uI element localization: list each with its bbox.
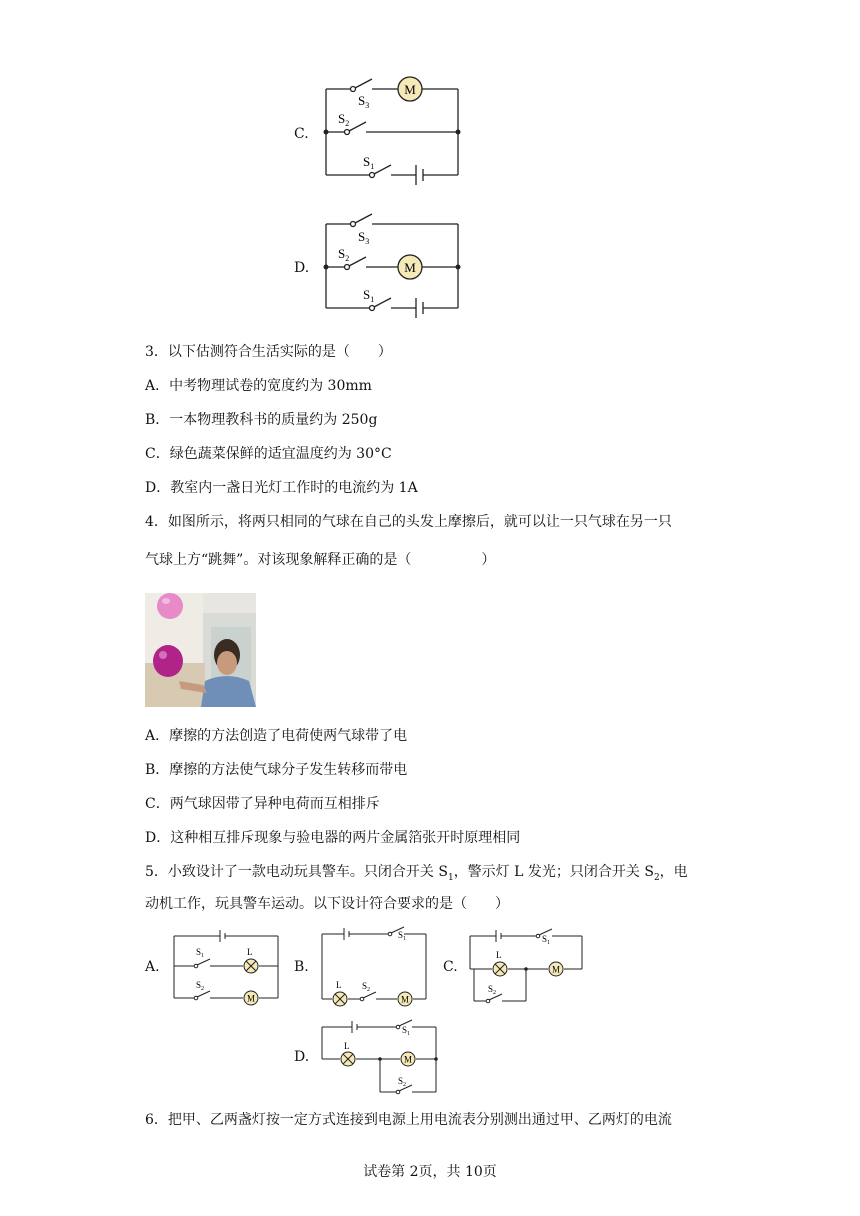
question-3-option-c: C．绿色蔬菜保鲜的适宜温度约为 30°C (145, 446, 392, 462)
svg-text:M: M (551, 964, 561, 975)
svg-text:S2: $S_2$ (362, 981, 371, 993)
question-4-option-d: D．这种相互排斥现象与验电器的两片金属箔张开时原理相同 (145, 830, 521, 846)
svg-text:S1: $S_1$ (542, 934, 551, 946)
question-3-option-b: B．一本物理教科书的质量约为 250g (145, 412, 378, 428)
motor-icon (398, 77, 422, 101)
svg-text:M: M (403, 1054, 413, 1065)
balloon-photo (145, 593, 256, 707)
q5-option-b-label: B. (294, 959, 309, 975)
motor-icon (401, 1052, 415, 1066)
svg-text:S2: $S_2$ (338, 111, 350, 128)
motor-icon (398, 255, 422, 279)
q5-option-d-label: D. (294, 1049, 310, 1065)
svg-text:S3: $S_3$ (358, 229, 370, 246)
q5-circuit-b (318, 925, 430, 1005)
svg-text:L: L (247, 947, 253, 957)
question-4-option-b: B．摩擦的方法使气球分子发生转移而带电 (145, 762, 408, 778)
question-5-stem-line2: 动机工作，玩具警车运动。以下设计符合要求的是（ ） (145, 896, 509, 912)
svg-text:S1: $S_1$ (363, 154, 375, 171)
svg-text:S1: $S_1$ (363, 287, 375, 304)
circuit-diagram-c (320, 74, 465, 189)
page-footer: 试卷第 2页，共 10页 (363, 1164, 497, 1180)
svg-text:L: L (496, 950, 502, 960)
svg-text:L: L (344, 1041, 350, 1051)
question-3-option-d: D．教室内一盏日光灯工作时的电流约为 1A (145, 480, 418, 496)
question-3-stem: 3．以下估测符合生活实际的是（ ） (145, 344, 392, 360)
question-4-stem-line2: 气球上方“跳舞”。对该现象解释正确的是（ ） (145, 552, 496, 568)
svg-text:L: L (336, 980, 342, 990)
question-4-stem-line1: 4．如图所示，将两只相同的气球在自己的头发上摩擦后，就可以让一只气球在另一只 (145, 514, 672, 530)
lamp-icon (244, 959, 258, 973)
question-5-stem-line1: 5．小致设计了一款电动玩具警车。只闭合开关 $S_1$，警示灯 L 发光；只闭合开关 $S_2$，电 (145, 864, 688, 883)
svg-text:S2: $S_2$ (338, 246, 350, 263)
lamp-icon (333, 992, 347, 1006)
q5-circuit-c (466, 925, 588, 1005)
circuit-diagram-d (320, 212, 465, 327)
question-4-option-a: A．摩擦的方法创造了电荷使两气球带了电 (145, 728, 408, 744)
lamp-icon (493, 962, 507, 976)
question-3-option-a: A．中考物理试卷的宽度约为 30mm (145, 378, 372, 394)
motor-icon (398, 992, 412, 1006)
q5-option-a-label: A. (145, 959, 160, 975)
svg-text:S2: $S_2$ (196, 980, 205, 992)
svg-text:M: M (246, 993, 256, 1004)
question-4-option-c: C．两气球因带了异种电荷而互相排斥 (145, 796, 380, 812)
q5-circuit-d (318, 1016, 443, 1098)
question-6-stem-line1: 6．把甲、乙两盏灯按一定方式连接到电源上用电流表分别测出通过甲、乙两灯的电流 (145, 1112, 672, 1128)
option-d-label: D. (294, 260, 310, 276)
svg-text:S2: $S_2$ (398, 1076, 407, 1088)
motor-icon (244, 991, 258, 1005)
svg-text:S1: $S_1$ (402, 1025, 411, 1037)
svg-text:M: M (400, 994, 410, 1005)
svg-text:M: M (404, 82, 416, 97)
option-c-label: C. (294, 126, 309, 142)
svg-text:S1: $S_1$ (398, 930, 407, 942)
q5-option-c-label: C. (443, 959, 458, 975)
lamp-icon (341, 1052, 355, 1066)
q5-circuit-a (170, 928, 282, 1008)
svg-text:S2: $S_2$ (488, 984, 497, 996)
motor-icon (549, 962, 563, 976)
svg-text:M: M (404, 260, 416, 275)
svg-text:S1: $S_1$ (196, 947, 205, 959)
svg-text:S3: $S_3$ (358, 93, 370, 110)
